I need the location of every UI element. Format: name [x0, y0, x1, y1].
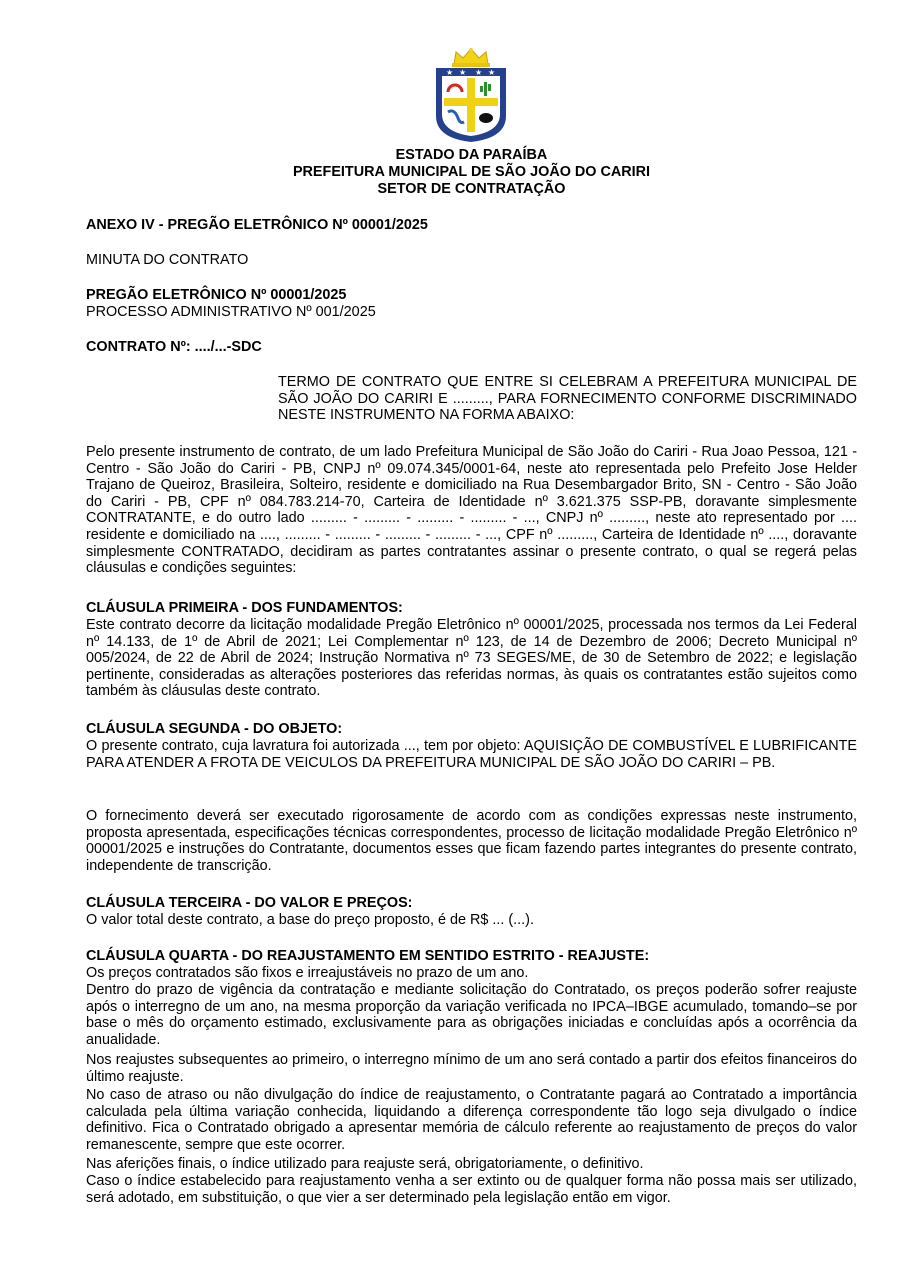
clausula-quarta-p2: Dentro do prazo de vigência da contratação e mediante solicitação do Contratado, os preços poderão sofrer reajuste após o interregno de um ano, na mesma proporção da variação verificada no IPCA–IBGE acumulado, tomando–se por base o mês do orçamento estimado, exclusivamente para as obrigações iniciadas e concluídas após a ocorrência da anualidade.	[86, 982, 857, 1048]
minuta-label: MINUTA DO CONTRATO	[86, 252, 249, 268]
contrato-number: CONTRATO Nº: ..../...-SDC	[86, 339, 262, 355]
clausula-quarta-p1: Os preços contratados são fixos e irreajustáveis no prazo de um ano.	[86, 965, 529, 981]
clausula-segunda-text: O presente contrato, cuja lavratura foi autorizada ..., tem por objeto: AQUISIÇÃO DE COMBUSTÍVEL E LUBRIFICANTE PARA ATENDER A FROTA DE VEICULOS DA PREFEITURA MUNICIPAL DE SÃO JOÃO DO CARIRI – PB.	[86, 738, 857, 771]
termo-contrato: TERMO DE CONTRATO QUE ENTRE SI CELEBRAM A PREFEITURA MUNICIPAL DE SÃO JOÃO DO CARIRI E ........., PARA FORNECIMENTO CONFORME DISCRIMINADO NESTE INSTRUMENTO NA FORMA ABAIXO:	[278, 374, 857, 424]
pregao-number: PREGÃO ELETRÔNICO Nº 00001/2025	[86, 287, 347, 303]
clausula-quarta-p3: Nos reajustes subsequentes ao primeiro, o interregno mínimo de um ano será contado a partir dos efeitos financeiros do último reajuste.	[86, 1052, 857, 1085]
document-header	[86, 147, 857, 198]
clausula-primeira-text: Este contrato decorre da licitação modalidade Pregão Eletrônico nº 00001/2025, processada nos termos da Lei Federal nº 14.133, de 1º de Abril de 2021; Lei Complementar nº 123, de 14 de Dezembro de 2006; Decreto Municipal nº 005/2024, de 22 de Abril de 2024; Instrução Normativa nº 73 SEGES/ME, de 30 de Setembro de 2022; e legislação pertinente, consideradas as alterações posteriores das referidas normas, às quais os contratantes estão sujeitos como também às cláusulas deste contrato.	[86, 617, 857, 700]
clausula-quarta-p4: No caso de atraso ou não divulgação do índice de reajustamento, o Contratante pagará ao Contratado a importância calculada pela última variação conhecida, liquidando a diferença correspondente tão logo seja divulgado o índice definitivo. Fica o Contratado obrigado a apresentar memória de cálculo referente ao reajustamento de preços do valor remanescente, sempre que este ocorrer.	[86, 1087, 857, 1153]
clausula-terceira-title: CLÁUSULA TERCEIRA - DO VALOR E PREÇOS:	[86, 895, 413, 911]
clausula-terceira-text: O valor total deste contrato, a base do preço proposto, é de R$ ... (...).	[86, 912, 534, 928]
svg-text:★: ★	[446, 68, 454, 77]
municipal-crest-logo	[432, 46, 510, 144]
header-municipality: PREFEITURA MUNICIPAL DE SÃO JOÃO DO CARIRI	[292, 164, 651, 180]
preambulo-paragraph: Pelo presente instrumento de contrato, de um lado Prefeitura Municipal de São João do Cariri - Rua Joao Pessoa, 121 - Centro - São João do Cariri - PB, CNPJ nº 09.074.345/0001-64, neste ato representada pelo Prefeito Jose Helder Trajano de Queiroz, Brasileira, Solteiro, residente e domiciliado na Rua Desembargador Brito, SN - Centro - São João do Cariri - PB, CPF nº 084.783.214-70, Carteira de Identidade nº 3.621.375 SSP-PB, doravante simplesmente CONTRATANTE, e do outro lado ......... - ......... - ......... - ......... - ..., CNPJ nº ........., neste ato representado por .... residente e domiciliado na ...., ......... - ......... - ......... - ......... - ..., CPF nº ........., Carteira de Identidade nº ...., doravante simplesmente CONTRATADO, decidiram as partes contratantes assinar o presente contrato, o qual se regerá pelas cláusulas e condições seguintes:	[86, 444, 857, 577]
svg-text:★: ★	[475, 68, 483, 77]
clausula-primeira-title: CLÁUSULA PRIMEIRA - DOS FUNDAMENTOS:	[86, 600, 403, 616]
processo-number: PROCESSO ADMINISTRATIVO Nº 001/2025	[86, 304, 376, 320]
annex-title: ANEXO IV - PREGÃO ELETRÔNICO Nº 00001/2025	[86, 217, 428, 233]
header-sector: SETOR DE CONTRATAÇÃO	[377, 181, 566, 197]
svg-text:★: ★	[488, 68, 496, 77]
clausula-quarta-p6: Caso o índice estabelecido para reajustamento venha a ser extinto ou de qualquer forma não possa mais ser utilizado, será adotado, em substituição, o que vier a ser determinado pela legislação então em vigor.	[86, 1173, 857, 1206]
clausula-segunda-title: CLÁUSULA SEGUNDA - DO OBJETO:	[86, 721, 343, 737]
header-state: ESTADO DA PARAÍBA	[395, 147, 548, 163]
clausula-segunda-text2: O fornecimento deverá ser executado rigorosamente de acordo com as condições expressas neste instrumento, proposta apresentada, especificações técnicas correspondentes, processo de licitação modalidade Pregão Eletrônico nº 00001/2025 e instruções do Contratante, documentos esses que ficam fazendo partes integrantes do presente contrato, independente de transcrição.	[86, 808, 857, 874]
svg-text:★: ★	[459, 68, 467, 77]
clausula-quarta-title: CLÁUSULA QUARTA - DO REAJUSTAMENTO EM SENTIDO ESTRITO - REAJUSTE:	[86, 948, 650, 964]
clausula-quarta-p5: Nas aferições finais, o índice utilizado para reajuste será, obrigatoriamente, o definitivo.	[86, 1156, 644, 1172]
